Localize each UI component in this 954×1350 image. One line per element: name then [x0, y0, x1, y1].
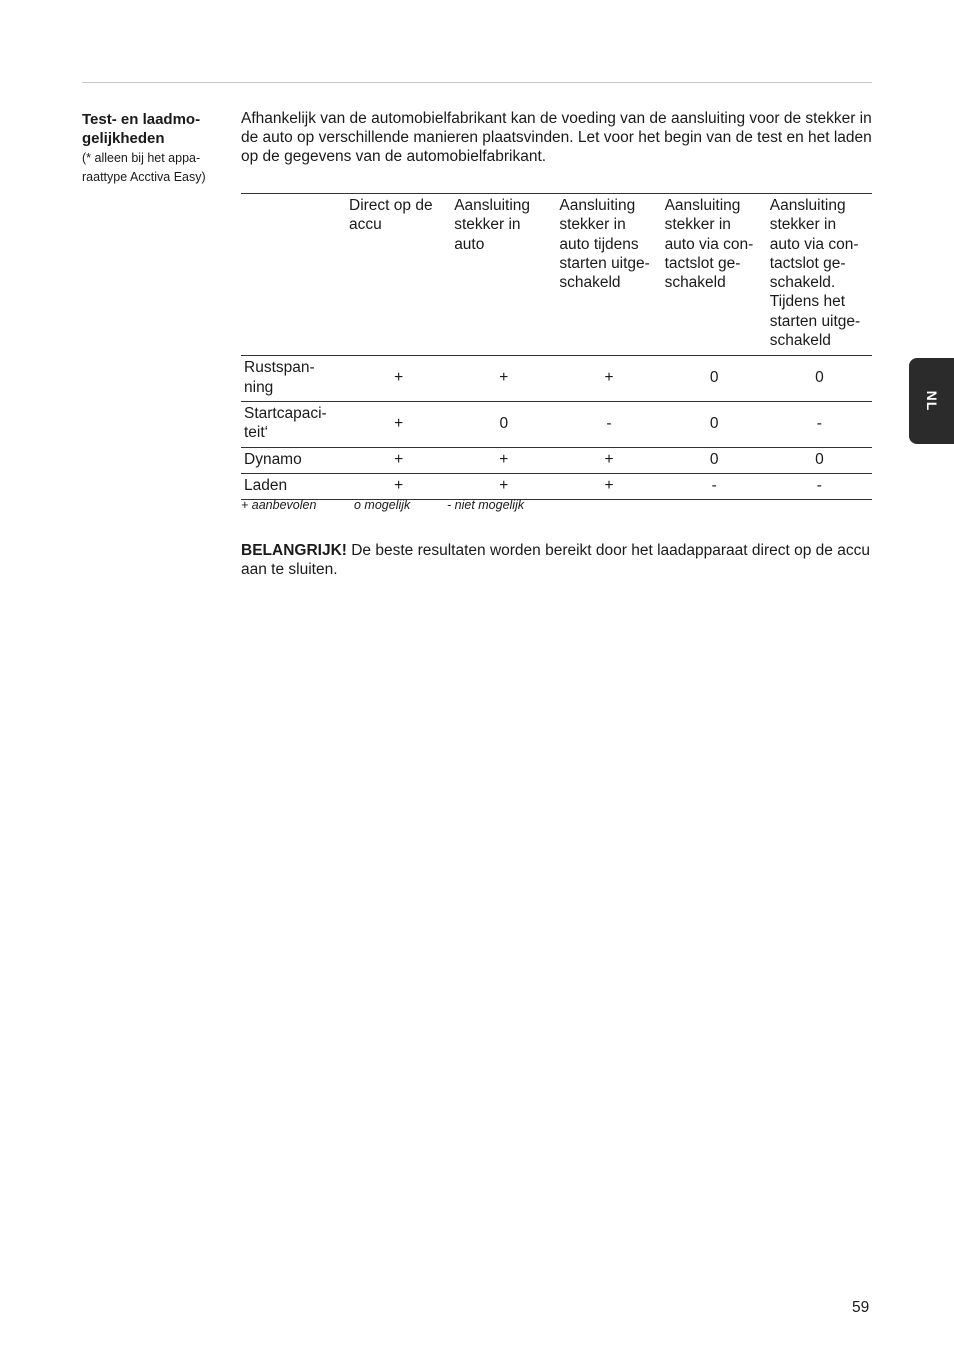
important-note [241, 541, 875, 579]
cell-value: 0 [709, 450, 719, 468]
cell-value: + [604, 476, 614, 494]
section-title: Test- en laadmo-gelijkheden [82, 111, 201, 147]
compatibility-table [241, 193, 872, 500]
cell-value: - [606, 414, 612, 432]
cell-value: + [499, 450, 509, 468]
table-header-row [241, 194, 872, 356]
cell-value: + [604, 369, 614, 387]
table-row [241, 473, 872, 499]
important-text: De beste resultaten worden bereikt door het laadapparaat direct op de accu aan te sluiten. [241, 542, 870, 578]
top-divider [82, 82, 872, 83]
header-direct-battery: Direct op de accu [349, 197, 433, 234]
cell-value: + [394, 369, 404, 387]
header-empty [241, 194, 346, 356]
row-label: Rustspan-ning [244, 359, 315, 396]
language-tab [909, 358, 954, 444]
table-row [241, 356, 872, 402]
cell-value: + [499, 369, 509, 387]
cell-value: 0 [709, 414, 719, 432]
header-socket: Aansluiting stekker in auto [454, 197, 531, 253]
cell-value: 0 [815, 450, 824, 468]
important-label: BELANGRIJK! [241, 542, 347, 559]
cell-value: 0 [499, 414, 509, 432]
cell-value: + [394, 450, 404, 468]
page-number: 59 [852, 1299, 870, 1316]
section-note: (* alleen bij het appa-raattype Acctiva Easy) [82, 151, 206, 184]
intro-paragraph: Afhankelijk van de automobielfabrikant kan de voeding van de aansluiting voor de stekker in de auto op verschillende manieren plaatsvinden. Let voor het begin van de test en het laden op de gegevens van de automobielfabrikant. [241, 110, 872, 165]
row-label: Startcapaci-teit‘ [244, 404, 327, 442]
cell-value: + [394, 476, 404, 494]
header-socket-ignition-off-start: Aansluiting stekker in auto via con-tactslot ge-schakeld. Tijdens het starten uitge-schakeld [769, 197, 861, 350]
legend-not-possible: - niet mogelijk [447, 498, 525, 512]
row-label: Dynamo [244, 450, 302, 468]
row-label: Laden [244, 476, 288, 494]
cell-value: 0 [709, 369, 719, 387]
legend-possible: o mogelijk [354, 498, 411, 512]
table-row [241, 401, 872, 447]
header-socket-off-start: Aansluiting stekker in auto tijdens starten uitge-schakeld [559, 197, 650, 292]
language-tab-label: NL [923, 390, 940, 412]
legend-recommended: + aanbevolen [241, 498, 317, 512]
cell-value: - [816, 476, 822, 494]
cell-value: + [604, 450, 614, 468]
cell-value: 0 [815, 369, 824, 387]
cell-value: - [816, 414, 822, 432]
cell-value: - [711, 476, 717, 494]
table-row [241, 447, 872, 473]
cell-value: + [394, 414, 404, 432]
cell-value: + [499, 476, 509, 494]
header-socket-ignition: Aansluiting stekker in auto via con-tactslot ge-schakeld [664, 197, 754, 292]
